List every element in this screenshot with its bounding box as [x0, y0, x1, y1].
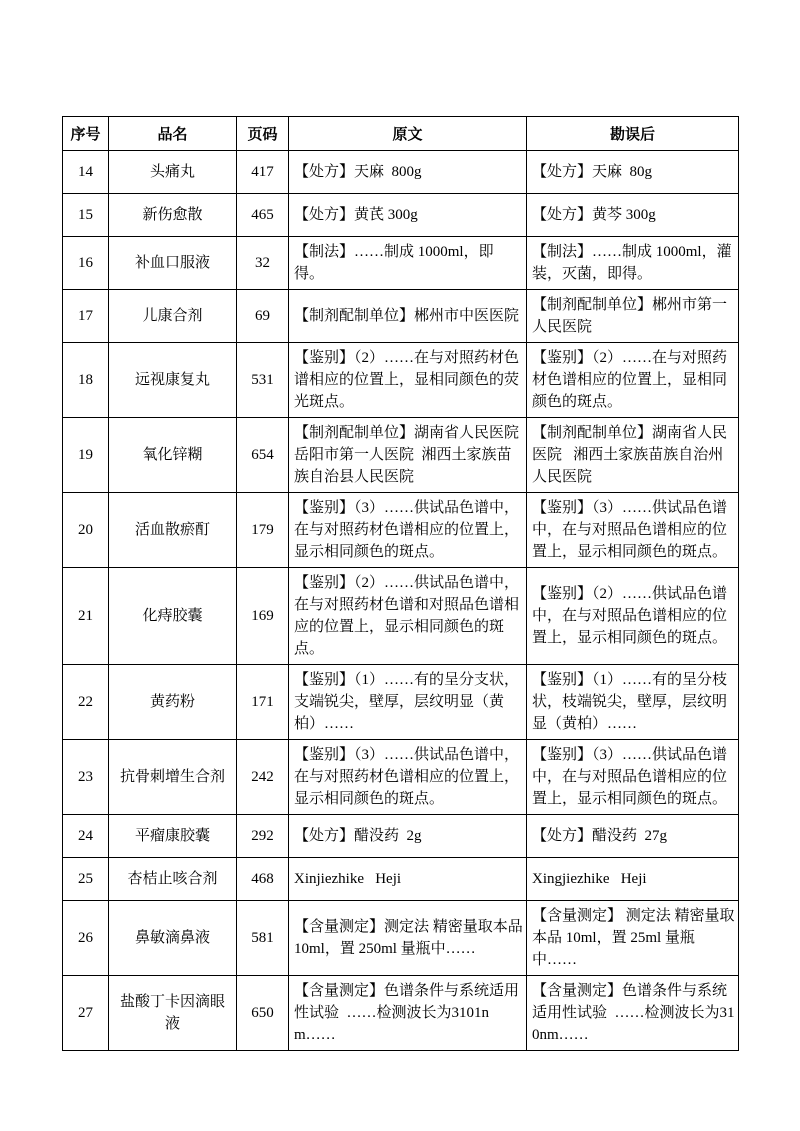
cell-original-text: 【处方】醋没药 2g — [289, 815, 527, 858]
cell-page-number: 171 — [237, 665, 289, 740]
cell-original-text: 【鉴别】（3）……供试品色谱中，在与对照药材色谱相应的位置上，显示相同颜色的斑点。 — [289, 740, 527, 815]
cell-row-number: 18 — [63, 343, 109, 418]
cell-corrected-text: 【含量测定】 测定法 精密量取本品 10ml，置 25ml 量瓶中…… — [527, 901, 739, 976]
cell-page-number: 292 — [237, 815, 289, 858]
table-row — [63, 976, 739, 1051]
cell-page-number: 531 — [237, 343, 289, 418]
cell-page-number: 179 — [237, 493, 289, 568]
cell-original-text: 【制剂配制单位】湖南省人民医院 岳阳市第一人医院 湘西土家族苗族自治县人民医院 — [289, 418, 527, 493]
cell-product-name: 杏桔止咳合剂 — [109, 858, 237, 901]
cell-product-name: 黄药粉 — [109, 665, 237, 740]
cell-corrected-text: 【鉴别】（3）……供试品色谱中，在与对照品色谱相应的位置上，显示相同颜色的斑点。 — [527, 493, 739, 568]
cell-page-number: 69 — [237, 290, 289, 343]
cell-row-number: 26 — [63, 901, 109, 976]
cell-page-number: 468 — [237, 858, 289, 901]
table-row — [63, 237, 739, 290]
column-header-original: 原文 — [289, 117, 527, 151]
column-header-name: 品名 — [109, 117, 237, 151]
cell-corrected-text: 【制剂配制单位】湖南省人民医院 湘西土家族苗族自治州人民医院 — [527, 418, 739, 493]
cell-corrected-text: 【鉴别】（3）……供试品色谱中，在与对照品色谱相应的位置上，显示相同颜色的斑点。 — [527, 740, 739, 815]
cell-corrected-text: 【鉴别】（2）……在与对照药材色谱相应的位置上，显相同颜色的斑点。 — [527, 343, 739, 418]
cell-product-name: 平瘤康胶囊 — [109, 815, 237, 858]
cell-product-name: 盐酸丁卡因滴眼液 — [109, 976, 237, 1051]
cell-row-number: 25 — [63, 858, 109, 901]
cell-product-name: 远视康复丸 — [109, 343, 237, 418]
table-row — [63, 493, 739, 568]
cell-page-number: 242 — [237, 740, 289, 815]
cell-corrected-text: 【处方】黄芩 300g — [527, 194, 739, 237]
cell-corrected-text: 【制剂配制单位】郴州市第一人民医院 — [527, 290, 739, 343]
cell-row-number: 24 — [63, 815, 109, 858]
cell-row-number: 19 — [63, 418, 109, 493]
table-row — [63, 194, 739, 237]
cell-row-number: 22 — [63, 665, 109, 740]
table-row — [63, 740, 739, 815]
cell-corrected-text: 【鉴别】（2）……供试品色谱中，在与对照品色谱相应的位置上，显示相同颜色的斑点。 — [527, 568, 739, 665]
cell-row-number: 17 — [63, 290, 109, 343]
cell-corrected-text: 【鉴别】（1）……有的呈分枝状，枝端锐尖，壁厚，层纹明显（黄柏）…… — [527, 665, 739, 740]
cell-corrected-text: Xingjiezhike Heji — [527, 858, 739, 901]
cell-product-name: 头痛丸 — [109, 151, 237, 194]
table-row — [63, 665, 739, 740]
cell-product-name: 补血口服液 — [109, 237, 237, 290]
errata-table-body — [63, 151, 739, 1051]
cell-row-number: 21 — [63, 568, 109, 665]
cell-original-text: 【含量测定】色谱条件与系统适用性试验 ……检测波长为3101nm…… — [289, 976, 527, 1051]
cell-original-text: 【鉴别】（1）……有的呈分支状，支端锐尖，壁厚，层纹明显（黄柏）…… — [289, 665, 527, 740]
cell-product-name: 鼻敏滴鼻液 — [109, 901, 237, 976]
table-row — [63, 418, 739, 493]
cell-original-text: 【鉴别】（3）……供试品色谱中，在与对照药材色谱相应的位置上，显示相同颜色的斑点。 — [289, 493, 527, 568]
cell-original-text: 【处方】黄芪 300g — [289, 194, 527, 237]
cell-row-number: 14 — [63, 151, 109, 194]
cell-product-name: 活血散瘀酊 — [109, 493, 237, 568]
cell-original-text: 【制剂配制单位】郴州市中医医院 — [289, 290, 527, 343]
cell-corrected-text: 【处方】天麻 80g — [527, 151, 739, 194]
cell-original-text: Xinjiezhike Heji — [289, 858, 527, 901]
cell-original-text: 【处方】天麻 800g — [289, 151, 527, 194]
errata-table — [62, 116, 739, 1051]
cell-product-name: 儿康合剂 — [109, 290, 237, 343]
table-row — [63, 858, 739, 901]
cell-page-number: 32 — [237, 237, 289, 290]
cell-corrected-text: 【含量测定】色谱条件与系统适用性试验 ……检测波长为310nm…… — [527, 976, 739, 1051]
table-row — [63, 343, 739, 418]
table-row — [63, 901, 739, 976]
table-row — [63, 568, 739, 665]
cell-page-number: 417 — [237, 151, 289, 194]
column-header-number: 序号 — [63, 117, 109, 151]
cell-original-text: 【鉴别】（2）……在与对照药材色谱相应的位置上，显相同颜色的荧光斑点。 — [289, 343, 527, 418]
cell-product-name: 抗骨刺增生合剂 — [109, 740, 237, 815]
cell-row-number: 20 — [63, 493, 109, 568]
cell-original-text: 【鉴别】（2）……供试品色谱中，在与对照药材色谱和对照品色谱相应的位置上，显示相同颜色的斑点。 — [289, 568, 527, 665]
cell-original-text: 【制法】……制成 1000ml，即得。 — [289, 237, 527, 290]
errata-table-header — [63, 117, 739, 151]
cell-page-number: 465 — [237, 194, 289, 237]
cell-row-number: 16 — [63, 237, 109, 290]
cell-product-name: 新伤愈散 — [109, 194, 237, 237]
cell-corrected-text: 【处方】醋没药 27g — [527, 815, 739, 858]
cell-page-number: 581 — [237, 901, 289, 976]
cell-product-name: 化痔胶囊 — [109, 568, 237, 665]
header-row — [63, 117, 739, 151]
column-header-corrected: 勘误后 — [527, 117, 739, 151]
cell-page-number: 654 — [237, 418, 289, 493]
cell-row-number: 23 — [63, 740, 109, 815]
cell-original-text: 【含量测定】测定法 精密量取本品 10ml，置 250ml 量瓶中…… — [289, 901, 527, 976]
cell-row-number: 27 — [63, 976, 109, 1051]
table-row — [63, 815, 739, 858]
table-row — [63, 151, 739, 194]
column-header-page: 页码 — [237, 117, 289, 151]
cell-row-number: 15 — [63, 194, 109, 237]
cell-product-name: 氧化锌糊 — [109, 418, 237, 493]
table-row — [63, 290, 739, 343]
cell-corrected-text: 【制法】……制成 1000ml，灌装，灭菌，即得。 — [527, 237, 739, 290]
cell-page-number: 169 — [237, 568, 289, 665]
cell-page-number: 650 — [237, 976, 289, 1051]
